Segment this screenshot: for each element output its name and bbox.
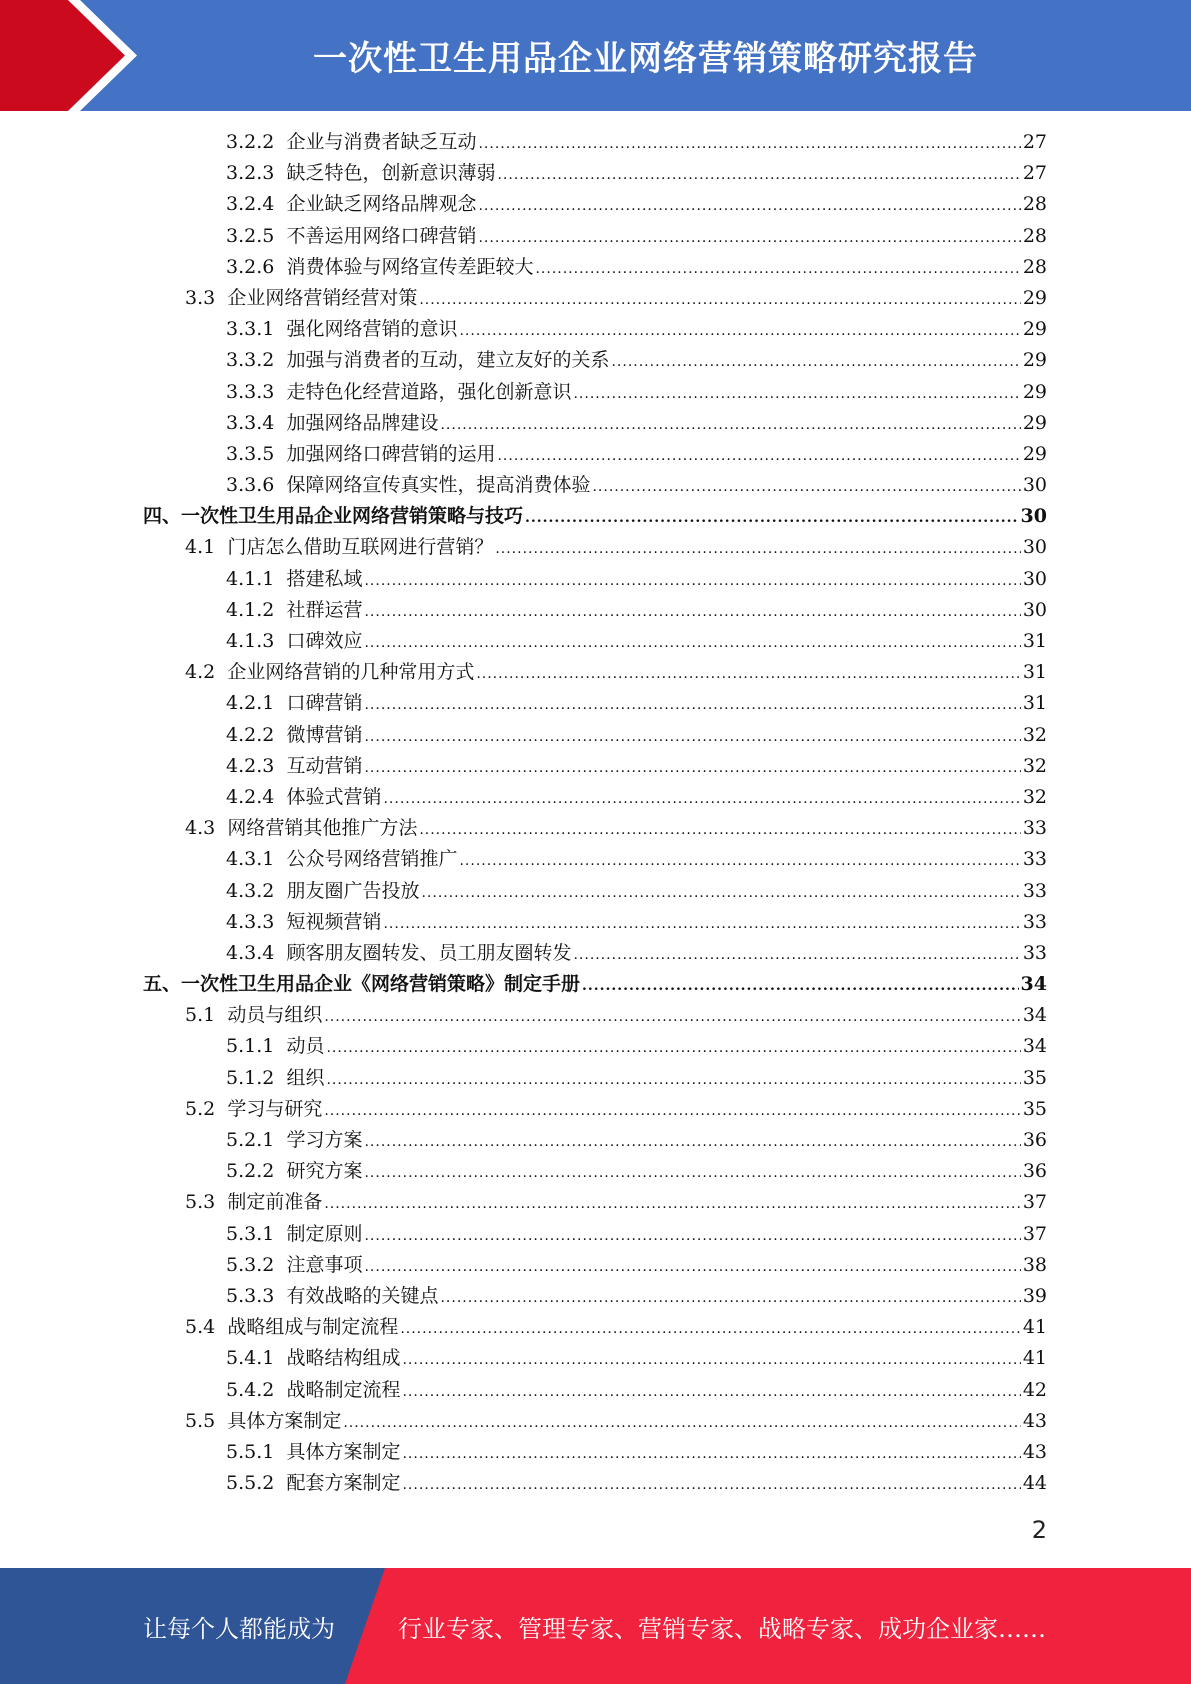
toc-entry[interactable] — [226, 1343, 1047, 1374]
toc-entry-number: 5.5.2 — [226, 1472, 275, 1495]
toc-entry-title: 口碑营销 — [286, 692, 363, 715]
toc-entry-title: 组织 — [286, 1066, 325, 1089]
toc-entry-page: 34 — [1020, 973, 1047, 996]
toc-entry-page: 28 — [1022, 255, 1047, 278]
toc-dot-leader — [364, 1158, 1020, 1189]
toc-entry-title: 网络营销其他推广方法 — [227, 817, 418, 840]
toc-entry-gap — [215, 283, 227, 314]
toc-dot-leader — [326, 1065, 1020, 1096]
toc-entry-title: 企业网络营销经营对策 — [227, 286, 418, 309]
toc-entry-page: 38 — [1022, 1253, 1047, 1276]
toc-entry-title: 学习方案 — [286, 1129, 363, 1151]
toc-entry-number: 3.3.3 — [226, 380, 275, 403]
toc-entry-gap — [215, 1094, 227, 1125]
toc-dot-leader — [364, 753, 1020, 784]
toc-entry-title: 互动营销 — [286, 754, 363, 777]
toc-entry-page: 27 — [1022, 162, 1047, 185]
toc-dot-leader — [535, 254, 1020, 285]
toc-dot-leader — [440, 410, 1020, 441]
toc-entry-title: 微博营销 — [286, 723, 363, 746]
toc-entry-page: 33 — [1022, 941, 1047, 964]
toc-entry-page: 29 — [1022, 286, 1047, 309]
toc-entry-title: 加强网络口碑营销的运用 — [286, 442, 496, 465]
toc-entry-title: 消费体验与网络宣传差距较大 — [286, 255, 534, 278]
toc-entry-title: 口碑效应 — [286, 630, 363, 652]
toc-dot-leader — [459, 316, 1020, 347]
toc-entry-page: 30 — [1020, 505, 1047, 528]
toc-entry-page: 44 — [1022, 1472, 1047, 1495]
toc-entry[interactable] — [185, 1406, 1047, 1437]
toc-dot-leader — [400, 1314, 1020, 1345]
toc-entry-title: 制定原则 — [286, 1222, 363, 1245]
toc-entry-number: 4.2.3 — [226, 754, 275, 777]
toc-entry-gap — [274, 626, 286, 657]
toc-entry[interactable] — [226, 782, 1047, 813]
toc-entry-number: 5.3 — [185, 1191, 216, 1214]
toc-entry[interactable] — [185, 1094, 1047, 1125]
toc-entry-page: 36 — [1022, 1160, 1047, 1183]
toc-entry[interactable] — [226, 720, 1047, 751]
toc-entry-gap — [274, 127, 286, 158]
toc-entry-title: 企业与消费者缺乏互动 — [286, 131, 477, 153]
toc-entry-gap — [274, 1063, 286, 1094]
page-footer — [0, 1568, 1191, 1684]
toc-entry[interactable] — [226, 1250, 1047, 1281]
toc-entry-title: 配套方案制定 — [286, 1472, 401, 1495]
toc-entry-page: 30 — [1022, 536, 1047, 559]
toc-entry[interactable] — [226, 314, 1047, 345]
toc-dot-leader — [611, 347, 1020, 378]
toc-entry-gap — [215, 813, 227, 844]
toc-entry-title: 四、一次性卫生用品企业网络营销策略与技巧 — [143, 505, 524, 528]
toc-entry[interactable] — [226, 626, 1047, 657]
toc-dot-leader — [459, 846, 1020, 877]
toc-dot-leader — [573, 379, 1020, 410]
toc-entry-gap — [274, 252, 286, 283]
toc-entry-gap — [274, 1343, 286, 1374]
toc-entry-title: 战略结构组成 — [286, 1347, 401, 1370]
toc-dot-leader — [525, 503, 1019, 534]
toc-dot-leader — [364, 566, 1020, 597]
toc-entry-title: 加强与消费者的互动，建立友好的关系 — [286, 349, 610, 372]
toc-entry-page: 31 — [1022, 630, 1047, 652]
toc-entry-number: 5.2.1 — [226, 1129, 275, 1151]
toc-entry-page: 33 — [1022, 848, 1047, 871]
toc-dot-leader — [324, 1002, 1020, 1033]
toc-dot-leader — [324, 1189, 1020, 1220]
toc-entry-gap — [215, 532, 227, 563]
toc-entry-title: 有效战略的关键点 — [286, 1284, 439, 1307]
toc-entry[interactable] — [143, 969, 1047, 1000]
toc-entry-page: 34 — [1022, 1004, 1047, 1027]
toc-entry[interactable] — [226, 439, 1047, 470]
toc-entry-gap — [274, 688, 286, 719]
toc-dot-leader — [478, 191, 1020, 222]
toc-entry-page: 41 — [1022, 1316, 1047, 1339]
toc-entry-title: 战略制定流程 — [286, 1378, 401, 1401]
toc-entry-title: 强化网络营销的意识 — [286, 318, 458, 341]
toc-entry-title: 公众号网络营销推广 — [286, 848, 458, 871]
toc-entry-number: 3.2.5 — [226, 224, 275, 247]
toc-entry-gap — [274, 189, 286, 220]
toc-entry-title: 加强网络品牌建设 — [286, 411, 439, 434]
toc-entry-number: 3.2.6 — [226, 255, 275, 278]
toc-entry[interactable] — [226, 938, 1047, 969]
toc-entry-title: 动员与组织 — [227, 1004, 323, 1027]
toc-entry-page: 35 — [1022, 1066, 1047, 1089]
toc-dot-leader — [364, 1252, 1020, 1283]
toc-entry-number: 4.2 — [185, 661, 216, 684]
toc-entry-gap — [274, 751, 286, 782]
toc-entry-number: 3.2.3 — [226, 162, 275, 185]
toc-entry[interactable] — [226, 844, 1047, 875]
toc-entry-page: 43 — [1022, 1440, 1047, 1463]
toc-entry-page: 33 — [1022, 817, 1047, 840]
toc-entry-page: 30 — [1022, 474, 1047, 497]
toc-entry-gap — [274, 782, 286, 813]
toc-dot-leader — [402, 1345, 1020, 1376]
toc-entry[interactable] — [226, 876, 1047, 907]
toc-entry-number: 4.3.2 — [226, 879, 275, 902]
toc-dot-leader — [402, 1377, 1020, 1408]
toc-entry-gap — [274, 1219, 286, 1250]
toc-entry-gap — [274, 720, 286, 751]
toc-entry-title: 社群运营 — [286, 598, 363, 621]
toc-dot-leader — [419, 285, 1020, 316]
toc-entry-number: 4.2.1 — [226, 692, 275, 715]
toc-entry-title: 缺乏特色，创新意识薄弱 — [286, 162, 496, 185]
toc-dot-leader — [592, 472, 1020, 503]
toc-entry-title: 短视频营销 — [286, 910, 382, 933]
toc-entry-title: 走特色化经营道路，强化创新意识 — [286, 380, 572, 403]
toc-entry[interactable] — [226, 221, 1047, 252]
toc-entry-page: 28 — [1022, 193, 1047, 216]
toc-entry-page: 28 — [1022, 224, 1047, 247]
toc-entry-page: 30 — [1022, 567, 1047, 590]
toc-entry-number: 5.3.1 — [226, 1222, 275, 1245]
toc-entry[interactable] — [185, 532, 1047, 563]
toc-entry-page: 32 — [1022, 723, 1047, 746]
toc-dot-leader — [582, 971, 1019, 1002]
toc-entry-gap — [274, 345, 286, 376]
toc-entry-title: 注意事项 — [286, 1253, 363, 1276]
toc-entry-number: 3.3.2 — [226, 349, 275, 372]
toc-dot-leader — [364, 597, 1020, 628]
toc-entry-number: 5.3.3 — [226, 1284, 275, 1307]
toc-dot-leader — [324, 1096, 1020, 1127]
toc-entry-page: 29 — [1022, 442, 1047, 465]
toc-entry-title: 体验式营销 — [286, 785, 382, 808]
toc-entry-title: 顾客朋友圈转发、员工朋友圈转发 — [286, 941, 572, 964]
toc-entry-page: 35 — [1022, 1097, 1047, 1120]
toc-entry[interactable] — [226, 1219, 1047, 1250]
toc-dot-leader — [495, 534, 1020, 565]
toc-entry-number: 4.3 — [185, 817, 216, 840]
toc-entry-number: 5.2.2 — [226, 1160, 275, 1183]
toc-entry[interactable] — [226, 1125, 1047, 1156]
toc-entry-gap — [215, 1312, 227, 1343]
toc-dot-leader — [573, 940, 1020, 971]
toc-entry[interactable] — [226, 1156, 1047, 1187]
toc-dot-leader — [440, 1283, 1020, 1314]
toc-dot-leader — [343, 1408, 1020, 1439]
toc-entry[interactable] — [226, 688, 1047, 719]
toc-entry-number: 4.1.2 — [226, 598, 275, 621]
toc-entry-gap — [274, 938, 286, 969]
toc-entry-page: 32 — [1022, 785, 1047, 808]
page-header — [0, 0, 1191, 111]
toc-entry-page: 34 — [1022, 1035, 1047, 1058]
toc-entry[interactable] — [185, 1187, 1047, 1218]
toc-entry[interactable] — [226, 1468, 1047, 1499]
toc-entry[interactable] — [226, 1063, 1047, 1094]
toc-entry-page: 33 — [1022, 879, 1047, 902]
toc-entry[interactable] — [226, 1031, 1047, 1062]
toc-entry-gap — [274, 408, 286, 439]
toc-dot-leader — [364, 1221, 1020, 1252]
toc-entry-gap — [274, 1375, 286, 1406]
toc-entry-number: 3.2.2 — [226, 131, 275, 153]
toc-entry[interactable] — [185, 1000, 1047, 1031]
page-number: 2 — [1031, 1516, 1047, 1544]
table-of-contents — [0, 127, 1191, 1499]
toc-entry-gap — [274, 439, 286, 470]
toc-entry[interactable] — [226, 564, 1047, 595]
toc-entry[interactable] — [226, 751, 1047, 782]
footer-slogan-left: 让每个人都能成为 — [143, 1614, 335, 1643]
toc-entry-number: 5.1.1 — [226, 1035, 275, 1058]
toc-entry-number: 4.3.4 — [226, 941, 275, 964]
toc-entry[interactable] — [226, 1437, 1047, 1468]
toc-dot-leader — [497, 160, 1020, 191]
toc-entry-title: 战略组成与制定流程 — [227, 1316, 399, 1339]
toc-entry-gap — [274, 470, 286, 501]
toc-entry-page: 31 — [1022, 692, 1047, 715]
toc-entry-number: 4.1 — [185, 536, 216, 559]
toc-entry-number: 3.3.4 — [226, 411, 275, 434]
toc-entry-page: 33 — [1022, 910, 1047, 933]
toc-entry-gap — [274, 1031, 286, 1062]
toc-entry-gap — [274, 876, 286, 907]
toc-entry-number: 5.5.1 — [226, 1440, 275, 1463]
toc-dot-leader — [478, 223, 1020, 254]
toc-entry-title: 保障网络宣传真实性，提高消费体验 — [286, 474, 591, 497]
toc-entry[interactable] — [226, 907, 1047, 938]
toc-entry-title: 不善运用网络口碑营销 — [286, 224, 477, 247]
toc-entry-number: 5.1.2 — [226, 1066, 275, 1089]
chevron-arrow-icon — [0, 0, 160, 111]
toc-dot-leader — [402, 1439, 1020, 1470]
toc-entry-gap — [274, 1125, 286, 1156]
toc-entry[interactable] — [226, 470, 1047, 501]
toc-entry[interactable] — [185, 813, 1047, 844]
toc-entry-number: 4.3.3 — [226, 910, 275, 933]
toc-entry[interactable] — [185, 657, 1047, 688]
toc-entry-gap — [274, 158, 286, 189]
toc-entry-number: 5.2 — [185, 1097, 216, 1120]
toc-entry-page: 27 — [1022, 131, 1047, 153]
toc-entry-gap — [274, 844, 286, 875]
toc-dot-leader — [478, 129, 1020, 160]
toc-entry-gap — [274, 1156, 286, 1187]
toc-entry-title: 朋友圈广告投放 — [286, 879, 420, 902]
toc-entry-title: 企业缺乏网络品牌观念 — [286, 193, 477, 216]
toc-entry-number: 3.3 — [185, 286, 216, 309]
toc-dot-leader — [383, 784, 1020, 815]
toc-entry-number: 4.1.1 — [226, 567, 275, 590]
toc-entry-number: 3.3.5 — [226, 442, 275, 465]
toc-entry-title: 具体方案制定 — [286, 1440, 401, 1463]
toc-dot-leader — [326, 1033, 1020, 1064]
toc-entry[interactable] — [226, 189, 1047, 220]
toc-dot-leader — [421, 878, 1020, 909]
toc-entry-title: 五、一次性卫生用品企业《网络营销策略》制定手册 — [143, 973, 581, 996]
toc-entry[interactable] — [226, 377, 1047, 408]
toc-entry[interactable] — [226, 252, 1047, 283]
toc-entry-gap — [274, 221, 286, 252]
toc-entry-page: 39 — [1022, 1284, 1047, 1307]
toc-entry[interactable] — [185, 1312, 1047, 1343]
toc-dot-leader — [364, 1127, 1020, 1158]
toc-entry-page: 37 — [1022, 1191, 1047, 1214]
toc-entry[interactable] — [226, 345, 1047, 376]
toc-entry-number: 4.2.2 — [226, 723, 275, 746]
toc-entry[interactable] — [226, 158, 1047, 189]
toc-entry-number: 5.5 — [185, 1409, 216, 1432]
toc-entry-number: 4.1.3 — [226, 630, 275, 652]
toc-entry[interactable] — [185, 283, 1047, 314]
toc-entry-gap — [215, 1187, 227, 1218]
toc-entry[interactable] — [226, 1281, 1047, 1312]
toc-entry-page: 36 — [1022, 1129, 1047, 1151]
toc-entry-title: 搭建私域 — [286, 567, 363, 590]
toc-entry-page: 31 — [1022, 661, 1047, 684]
toc-entry-page: 29 — [1022, 411, 1047, 434]
toc-entry-number: 5.4 — [185, 1316, 216, 1339]
toc-entry-number: 3.3.1 — [226, 318, 275, 341]
toc-entry-number: 5.1 — [185, 1004, 216, 1027]
toc-entry-number: 4.3.1 — [226, 848, 275, 871]
toc-entry-page: 37 — [1022, 1222, 1047, 1245]
toc-entry-page: 42 — [1022, 1378, 1047, 1401]
toc-entry-gap — [215, 1000, 227, 1031]
toc-entry-number: 3.2.4 — [226, 193, 275, 216]
toc-entry-title: 具体方案制定 — [227, 1409, 342, 1432]
toc-entry-gap — [274, 1468, 286, 1499]
toc-dot-leader — [476, 659, 1020, 690]
toc-entry[interactable] — [226, 595, 1047, 626]
toc-dot-leader — [364, 690, 1020, 721]
footer-slogan-right: 行业专家、管理专家、营销专家、战略专家、成功企业家…… — [398, 1614, 1046, 1643]
toc-entry-gap — [215, 657, 227, 688]
toc-entry-number: 5.4.1 — [226, 1347, 275, 1370]
toc-dot-leader — [364, 628, 1020, 659]
toc-entry-number: 5.4.2 — [226, 1378, 275, 1401]
toc-entry-page: 43 — [1022, 1409, 1047, 1432]
toc-entry-page: 29 — [1022, 380, 1047, 403]
toc-entry-title: 动员 — [286, 1035, 325, 1058]
toc-entry-gap — [274, 907, 286, 938]
toc-entry-gap — [274, 1437, 286, 1468]
document-title: 一次性卫生用品企业网络营销策略研究报告 — [313, 39, 978, 79]
toc-dot-leader — [364, 722, 1020, 753]
toc-entry-gap — [274, 377, 286, 408]
toc-entry-page: 29 — [1022, 318, 1047, 341]
toc-entry[interactable] — [226, 1375, 1047, 1406]
toc-entry-number: 3.3.6 — [226, 474, 275, 497]
toc-entry-title: 门店怎么借助互联网进行营销？ — [227, 536, 494, 559]
toc-entry-gap — [274, 1250, 286, 1281]
toc-entry-title: 制定前准备 — [227, 1191, 323, 1214]
toc-entry-title: 学习与研究 — [227, 1097, 323, 1120]
toc-dot-leader — [383, 909, 1020, 940]
toc-entry-page: 41 — [1022, 1347, 1047, 1370]
toc-entry-page: 30 — [1022, 598, 1047, 621]
toc-entry-gap — [274, 1281, 286, 1312]
toc-entry[interactable] — [226, 408, 1047, 439]
toc-entry-gap — [274, 314, 286, 345]
toc-entry-number: 4.2.4 — [226, 785, 275, 808]
toc-dot-leader — [402, 1470, 1020, 1501]
toc-entry[interactable] — [143, 501, 1047, 532]
toc-entry-number: 5.3.2 — [226, 1253, 275, 1276]
toc-entry-gap — [274, 595, 286, 626]
toc-dot-leader — [419, 815, 1020, 846]
toc-entry-gap — [215, 1406, 227, 1437]
toc-dot-leader — [497, 441, 1020, 472]
toc-entry[interactable] — [226, 127, 1047, 158]
toc-entry-title: 研究方案 — [286, 1160, 363, 1183]
toc-entry-gap — [274, 564, 286, 595]
toc-entry-page: 29 — [1022, 349, 1047, 372]
toc-entry-page: 32 — [1022, 754, 1047, 777]
toc-entry-title: 企业网络营销的几种常用方式 — [227, 661, 475, 684]
